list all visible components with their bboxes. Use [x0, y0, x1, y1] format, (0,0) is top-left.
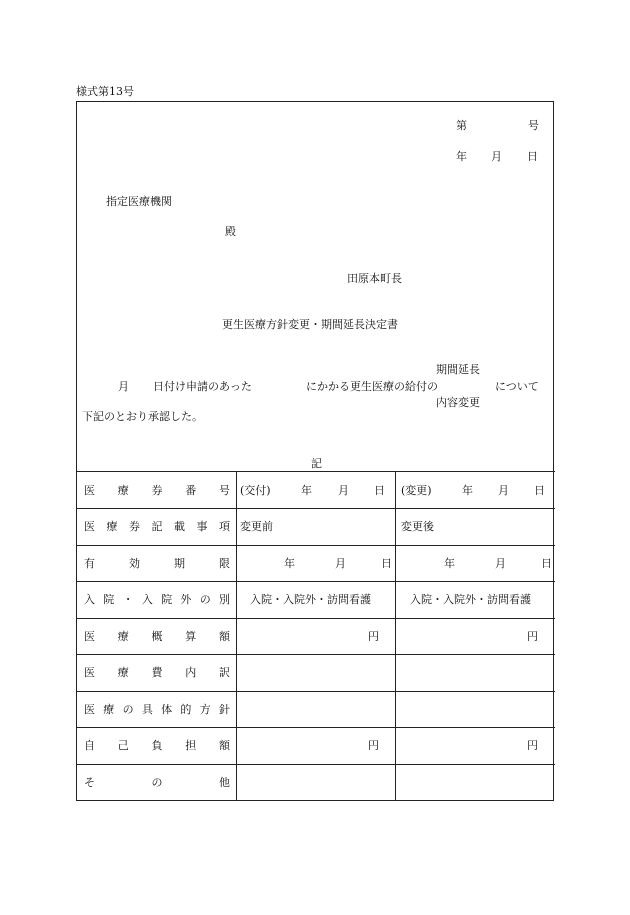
number-prefix: 第 — [456, 119, 467, 132]
issued-year: 年 — [301, 484, 312, 497]
body-regarding: にかかる更生医療の給付の — [306, 380, 438, 393]
addressee-institution: 指定医療機関 — [106, 195, 172, 208]
body-about: について — [495, 380, 539, 393]
table-col-divider-2 — [395, 471, 396, 801]
changed-year: 年 — [462, 484, 473, 497]
row-label-estimate: 医 療 概 算 額 — [84, 630, 230, 643]
row-label-ticket-entries: 医 療 券 記 載 事 項 — [84, 520, 230, 533]
issued-label: (交付) — [240, 484, 271, 497]
table-line-3 — [76, 581, 555, 582]
addressee-honorific: 殿 — [225, 225, 236, 238]
row-label-copay: 自 己 負 担 額 — [84, 739, 230, 752]
row-label-other: そ の 他 — [84, 776, 230, 789]
row-label-inpatient: 入 院 ・ 入 院 外 の 別 — [84, 593, 230, 606]
row-label-ticket-number: 医 療 券 番 号 — [84, 484, 230, 497]
copay-after-yen: 円 — [527, 739, 538, 752]
validity-before-month: 月 — [335, 557, 346, 570]
table-col-divider-1 — [236, 471, 237, 801]
row-label-validity: 有 効 期 限 — [84, 557, 230, 570]
number-suffix: 号 — [528, 119, 539, 132]
date-day: 日 — [527, 150, 538, 163]
validity-before-day: 日 — [381, 557, 392, 570]
option-change: 内容変更 — [436, 396, 480, 409]
record-heading: 記 — [311, 457, 322, 470]
form-number: 様式第13号 — [76, 85, 134, 98]
estimate-after-yen: 円 — [527, 630, 538, 643]
before-change: 変更前 — [240, 520, 273, 533]
table-line-4 — [76, 618, 555, 619]
table-line-8 — [76, 764, 555, 765]
table-line-2 — [76, 545, 555, 546]
table-line-1 — [76, 508, 555, 509]
estimate-before-yen: 円 — [368, 630, 379, 643]
page-title: 更生医療方針変更・期間延長決定書 — [222, 318, 398, 331]
table-line-6 — [76, 691, 555, 692]
body-line2: 下記のとおり承認した。 — [82, 410, 203, 423]
body-month: 月 — [118, 380, 129, 393]
care-type-after: 入院・入院外・訪問看護 — [410, 593, 531, 606]
changed-label: (変更) — [401, 484, 432, 497]
body-date-applied: 日付け申請のあった — [153, 380, 252, 393]
copay-before-yen: 円 — [368, 739, 379, 752]
table-line-top — [76, 471, 555, 472]
changed-day: 日 — [534, 484, 545, 497]
issued-day: 日 — [374, 484, 385, 497]
table-line-5 — [76, 654, 555, 655]
issuer: 田原本町長 — [347, 272, 402, 285]
row-label-policy: 医 療 の 具 体 的 方 針 — [84, 703, 230, 716]
care-type-before: 入院・入院外・訪問看護 — [250, 593, 371, 606]
date-month: 月 — [491, 150, 502, 163]
row-label-breakdown: 医 療 費 内 訳 — [84, 666, 230, 679]
changed-month: 月 — [498, 484, 509, 497]
validity-after-day: 日 — [541, 557, 552, 570]
validity-after-month: 月 — [495, 557, 506, 570]
date-year: 年 — [456, 150, 467, 163]
table-line-7 — [76, 727, 555, 728]
after-change: 変更後 — [401, 520, 434, 533]
validity-before-year: 年 — [284, 557, 295, 570]
validity-after-year: 年 — [444, 557, 455, 570]
option-extension: 期間延長 — [436, 363, 480, 376]
issued-month: 月 — [338, 484, 349, 497]
